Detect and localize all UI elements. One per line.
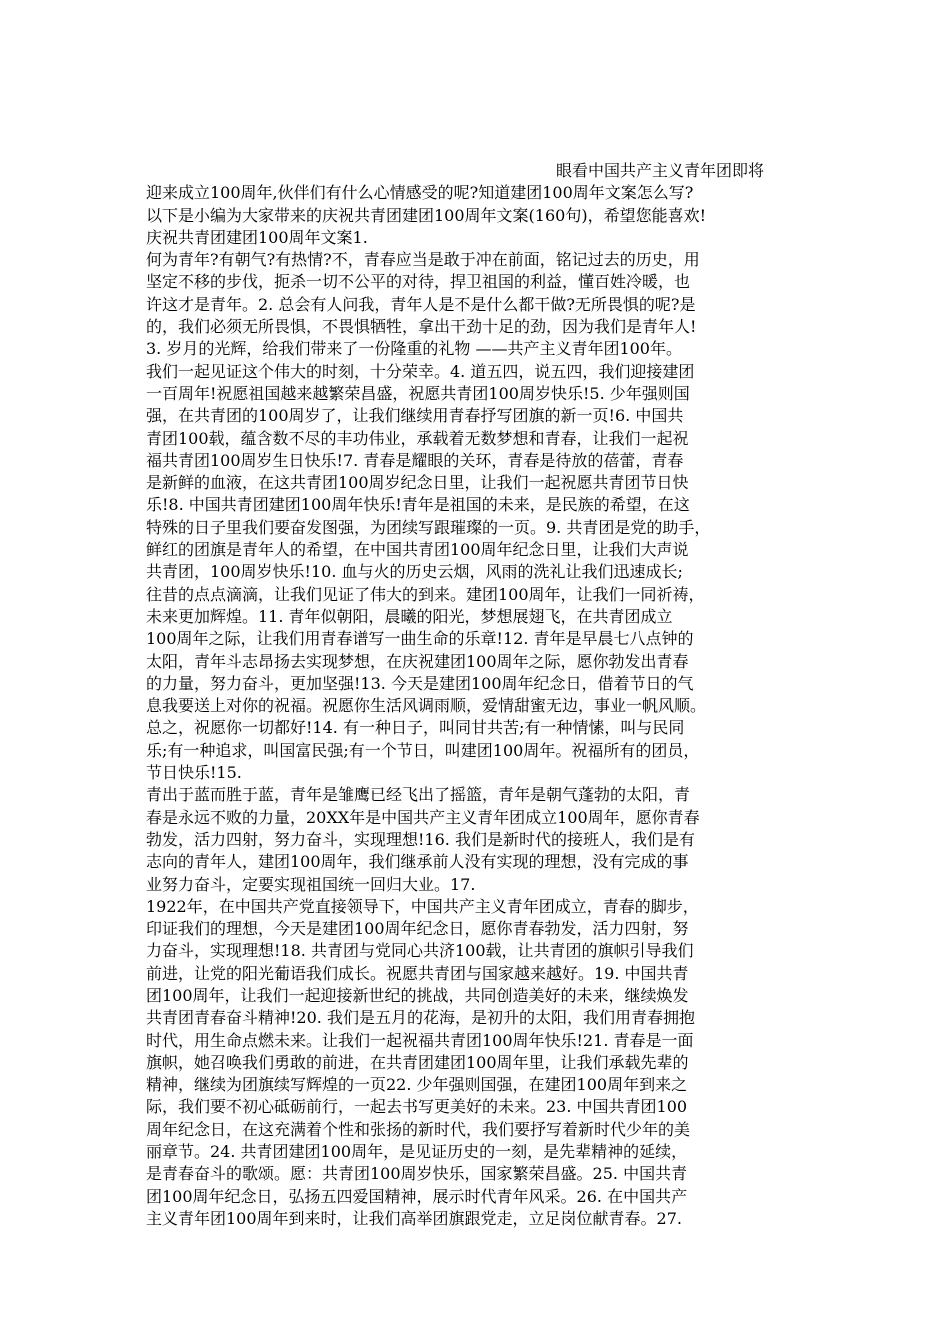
- text-line: 许这才是青年。2. 总会有人问我，青年人是不是什么都干做?无所畏惧的呢?是: [146, 294, 696, 314]
- text-line: 总之，祝愿你一切都好!14. 有一种日子，叫同甘共苦;有一种情愫，叫与民同: [146, 718, 685, 738]
- text-line: 100周年之际，让我们用青春谱写一曲生命的乐章!12. 青年是早晨七八点钟的: [146, 629, 694, 649]
- text-line: 周年纪念日，在这充满着个性和张扬的新时代，我们要抒写着新时代少年的美: [146, 1119, 691, 1139]
- text-line: 太阳，青年斗志昂扬去实现梦想，在庆祝建团100周年之际，愿你勃发出青春: [146, 651, 689, 671]
- text-line: 精神，继续为团旗续写辉煌的一页22. 少年强则国强，在建团100周年到来之: [146, 1075, 688, 1095]
- text-line: 主义青年团100周年到来时，让我们高举团旗跟党走，立足岗位献青春。27.: [146, 1208, 682, 1228]
- text-line: 强，在共青团的100周岁了，让我们继续用青春抒写团旗的新一页!6. 中国共: [146, 406, 684, 426]
- text-line: 际，我们要不初心砥砺前行，一起去书写更美好的未来。23. 中国共青团100: [146, 1097, 688, 1117]
- text-line: 志向的青年人，建团100周年，我们继承前人没有实现的理想，没有完成的事: [146, 852, 689, 872]
- text-line: 我们一起见证这个伟大的时刻，十分荣幸。4. 道五四，说五四，我们迎接建团: [146, 361, 695, 381]
- text-line: 节日快乐!15.: [146, 763, 242, 783]
- text-line: 的力量，努力奋斗，更加坚强!13. 今天是建团100周年纪念日，借着节日的气: [146, 673, 694, 693]
- text-line: 共青团青春奋斗精神!20. 我们是五月的花海，是初升的太阳，我们用青春拥抱: [146, 1008, 695, 1028]
- text-line: 3. 岁月的光辉，给我们带来了一份隆重的礼物 ——共产主义青年团100年。: [146, 339, 682, 359]
- text-line: 的，我们必须无所畏惧，不畏惧牺牲，拿出干劲十足的劲，因为我们是青年人!: [146, 317, 697, 337]
- article-intro-line: 眼看中国共产主义青年团即将: [556, 161, 765, 180]
- text-line: 息我要送上对你的祝福。祝愿你生活风调雨顺，爱情甜蜜无边，事业一帆风顺。: [146, 696, 707, 716]
- text-line: 乐;有一种追求，叫国富民强;有一个节日，叫建团100周年。祝福所有的团员，: [146, 740, 700, 760]
- text-line: 丽章节。24. 共青团建团100周年，是见证历史的一刻，是先辈精神的延续，: [146, 1142, 688, 1162]
- text-line: 团100周年纪念日，弘扬五四爱国精神，展示时代青年风采。26. 在中国共产: [146, 1186, 688, 1206]
- text-line: 一百周年!祝愿祖国越来越繁荣昌盛，祝愿共青团100周岁快乐!5. 少年强则国: [146, 383, 690, 403]
- text-line: 业努力奋斗，定要实现祖国统一回归大业。17.: [146, 874, 476, 894]
- text-line: 坚定不移的步伐，扼杀一切不公平的对待，捍卫祖国的利益，懂百姓冷暖，也: [146, 272, 691, 292]
- text-line: 青团100载，蕴含数不尽的丰功伟业，承载着无数梦想和青春，让我们一起祝: [146, 428, 689, 448]
- text-line: 春是永远不败的力量，20XX年是中国共产主义青年团成立100周年，愿你青春: [146, 807, 700, 827]
- text-line: 鲜红的团旗是青年人的希望，在中国共青团100周年纪念日里，让我们大声说: [146, 540, 689, 560]
- text-line: 特殊的日子里我们要奋发图强，为团续写跟璀璨的一页。9. 共青团是党的助手，: [146, 517, 711, 537]
- text-line: 印证我们的理想，今天是建团100周年纪念日，愿你青春勃发，活力四射，努: [146, 919, 689, 939]
- text-line: 是青春奋斗的歌颂。愿：共青团100周岁快乐，国家繁荣昌盛。25. 中国共青: [146, 1164, 688, 1184]
- text-line: 以下是小编为大家带来的庆祝共青团建团100周年文案(160句)，希望您能喜欢!: [146, 205, 706, 225]
- text-line: 勃发，活力四射，努力奋斗，实现理想!16. 我们是新时代的接班人，我们是有: [146, 829, 695, 849]
- text-line: 1922年，在中国共产党直接领导下，中国共产主义青年团成立，青春的脚步，: [146, 896, 699, 916]
- text-line: 时代，用生命点燃未来。让我们一起祝福共青团100周年快乐!21. 青春是一面: [146, 1030, 694, 1050]
- text-line: 旗帜，她召唤我们勇敢的前进，在共青团建团100周年里，让我们承载先辈的: [146, 1052, 689, 1072]
- text-line: 福共青团100周岁生日快乐!7. 青春是耀眼的关环，青春是待放的蓓蕾，青春: [146, 450, 684, 470]
- text-line: 团100周年，让我们一起迎接新世纪的挑战，共同创造美好的未来，继续焕发: [146, 985, 689, 1005]
- article-body: [146, 160, 816, 1230]
- text-line: 青出于蓝而胜于蓝，青年是雏鹰已经飞出了摇篮，青年是朝气蓬勃的太阳，青: [146, 785, 691, 805]
- text-line: 庆祝共青团建团100周年文案1.: [146, 227, 368, 247]
- text-line: 前进，让党的阳光葡语我们成长。祝愿共青团与国家越来越好。19. 中国共青: [146, 963, 689, 983]
- text-line: 往昔的点点滴滴，让我们见证了伟大的到来。建团100周年，让我们一同祈祷，: [146, 584, 705, 604]
- text-line: 未来更加辉煌。11. 青年似朝阳，晨曦的阳光，梦想展翅飞，在共青团成立: [146, 606, 673, 626]
- text-line: 力奋斗，实现理想!18. 共青团与党同心共济100载，让共青团的旗帜引导我们: [146, 941, 694, 961]
- text-line: 何为青年?有朝气?有热情?不，青春应当是敢于冲在前面，铭记过去的历史，用: [146, 250, 700, 270]
- text-line: 共青团，100周岁快乐!10. 血与火的历史云烟，风雨的洗礼让我们迅速成长;: [146, 562, 683, 582]
- text-line: 是新鲜的血液，在这共青团100周岁纪念日里，让我们一起祝愿共青团节日快: [146, 473, 689, 493]
- text-line: 乐!8. 中国共青团建团100周年快乐!青年是祖国的未来，是民族的希望，在这: [146, 495, 690, 515]
- text-line: 迎来成立100周年,伙伴们有什么心情感受的呢?知道建团100周年文案怎么写?: [146, 183, 694, 203]
